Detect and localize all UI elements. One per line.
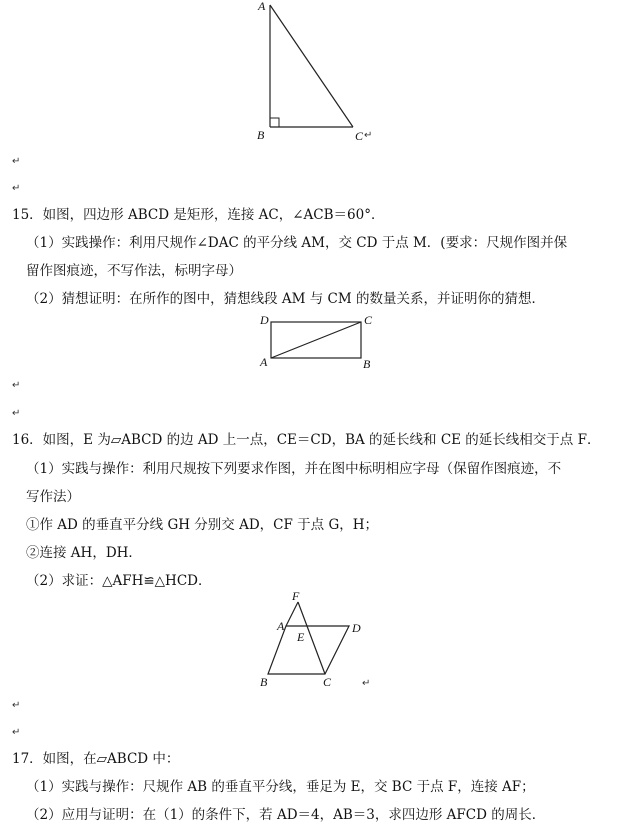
- vertex-d-label: D: [260, 313, 269, 327]
- right-triangle-figure: [250, 0, 380, 145]
- vertex-b-label: B: [363, 357, 371, 371]
- q15-stem: 15．如图，四边形 ABCD 是矩形，连接 AC，∠ACB＝60°．: [12, 207, 385, 223]
- return-mark: ↵: [12, 156, 21, 167]
- vertex-f-label: F: [292, 590, 300, 603]
- parallelogram-abcd-figure: [250, 590, 380, 690]
- q17-part1: （1）实践与操作：尺规作 AB 的垂直平分线，垂足为 E，交 BC 于点 F，连接 AF；: [26, 779, 535, 795]
- vertex-a-label: A: [258, 0, 266, 13]
- q16-stem: 16．如图，E 为▱ABCD 的边 AD 上一点，CE＝CD，BA 的延长线和 CE 的延长线相交于点 F．: [12, 432, 601, 448]
- vertex-a-label: A: [260, 355, 268, 369]
- q16-step1: ①作 AD 的垂直平分线 GH 分别交 AD，CF 于点 G，H；: [26, 517, 378, 533]
- return-mark: ↵: [12, 700, 21, 711]
- vertex-d-label: D: [352, 621, 361, 635]
- rectangle-abcd-figure: [256, 312, 376, 372]
- q17-part2: （2）应用与证明：在（1）的条件下，若 AD＝4，AB＝3，求四边形 AFCD 的周长．: [26, 807, 546, 823]
- vertex-b-label: B: [260, 675, 268, 689]
- q15-part1-line2: 留作图痕迹，不写作法，标明字母）: [26, 263, 242, 279]
- vertex-c-label: C: [364, 313, 373, 327]
- point-e-label: E: [297, 630, 305, 644]
- q16-part1-line1: （1）实践与操作：利用尺规按下列要求作图，并在图中标明相应字母（保留作图痕迹，不: [26, 461, 562, 477]
- q16-step2: ②连接 AH，DH．: [26, 545, 142, 561]
- vertex-c-label: C: [355, 129, 364, 143]
- return-mark: ↵: [12, 727, 21, 738]
- q16-part1-line2: 写作法）: [26, 489, 80, 505]
- return-mark: ↵: [12, 408, 21, 419]
- q15-part2: （2）猜想证明：在所作的图中，猜想线段 AM 与 CM 的数量关系，并证明你的猜想．: [26, 291, 545, 307]
- vertex-b-label: B: [257, 128, 265, 142]
- return-mark: ↵: [12, 380, 21, 391]
- q16-part2: （2）求证：△AFH≌△HCD．: [26, 573, 212, 589]
- vertex-c-label: C: [323, 675, 332, 689]
- vertex-a-label: A: [277, 619, 285, 633]
- return-mark: ↵: [364, 130, 373, 141]
- return-mark: ↵: [12, 183, 21, 194]
- return-mark: ↵: [362, 678, 371, 689]
- q17-stem: 17．如图，在▱ABCD 中：: [12, 751, 180, 767]
- q15-part1-line1: （1）实践操作：利用尺规作∠DAC 的平分线 AM，交 CD 于点 M．(要求：尺规作图并保: [26, 235, 568, 251]
